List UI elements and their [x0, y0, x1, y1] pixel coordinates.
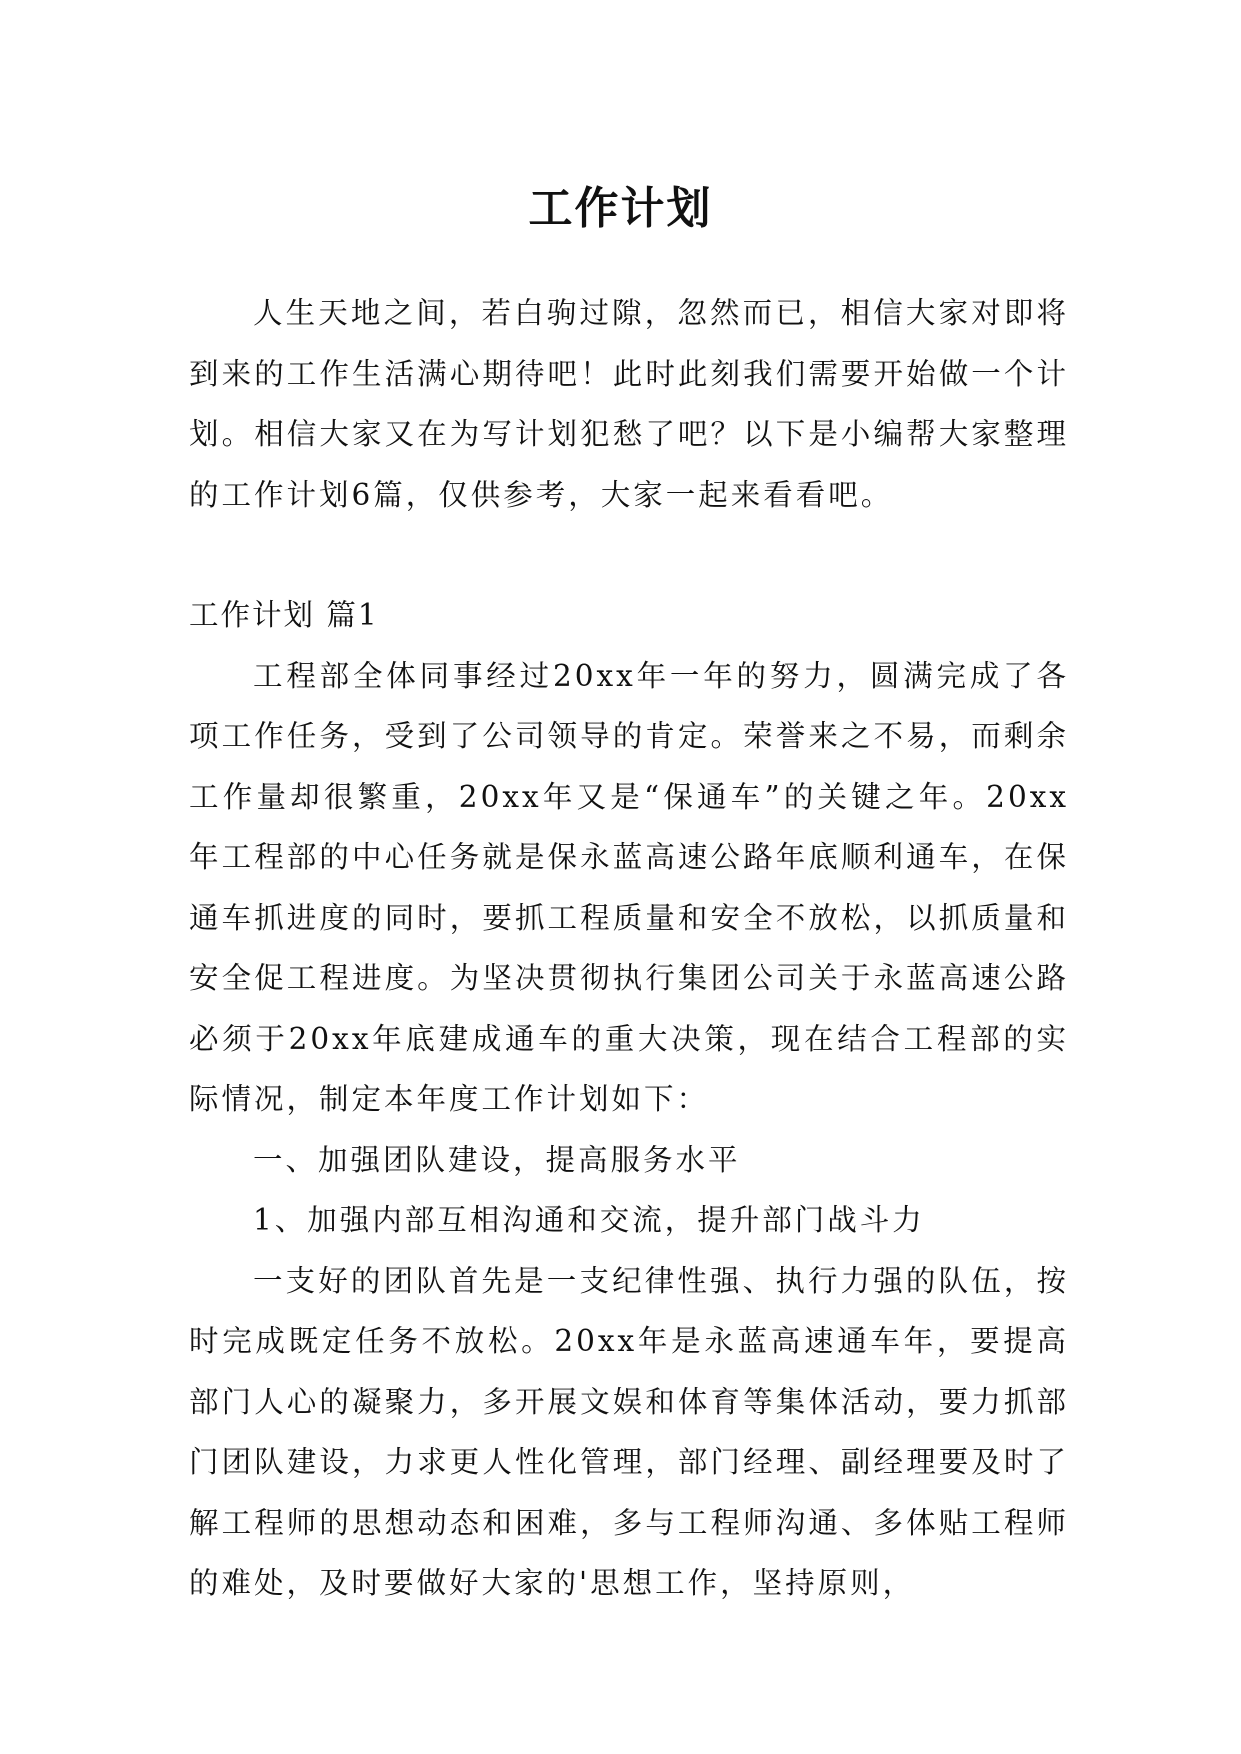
body-paragraph-1: 工程部全体同事经过20xx年一年的努力，圆满完成了各项工作任务，受到了公司领导的肯定。荣誉来之不易，而剩余工作量却很繁重，20xx年又是“保通车”的关键之年。20xx年工程部的中心任务就是保永蓝高速公路年底顺利通车，在保通车抓进度的同时，要抓工程质量和安全不放松，以抓质量和安全促工程进度。为坚决贯彻执行集团公司关于永蓝高速公路必须于20xx年底建成通车的重大决策，现在结合工程部的实际情况，制定本年度工作计划如下：	[189, 658, 1069, 1116]
section-heading: 工作计划 篇1	[189, 598, 379, 632]
document-title: 工作计划	[528, 183, 713, 235]
subheading-2: 1、加强内部互相沟通和交流，提升部门战斗力	[253, 1203, 925, 1237]
document-body	[189, 283, 1069, 1614]
subheading-1: 一、加强团队建设，提高服务水平	[253, 1142, 741, 1177]
body-paragraph-2: 一支好的团队首先是一支纪律性强、执行力强的队伍，按时完成既定任务不放松。20xx年是永蓝高速通车年，要提高部门人心的凝聚力，多开展文娱和体育等集体活动，要力抓部门团队建设，力求更人性化管理，部门经理、副经理要及时了解工程师的思想动态和困难，多与工程师沟通、多体贴工程师的难处，及时要做好大家的'思想工作，坚持原则，	[189, 1263, 1069, 1600]
intro-paragraph: 人生天地之间，若白驹过隙，忽然而已，相信大家对即将到来的工作生活满心期待吧！此时此刻我们需要开始做一个计划。相信大家又在为写计划犯愁了吧？以下是小编帮大家整理的工作计划6篇，仅供参考，大家一起来看看吧。	[189, 296, 1069, 512]
